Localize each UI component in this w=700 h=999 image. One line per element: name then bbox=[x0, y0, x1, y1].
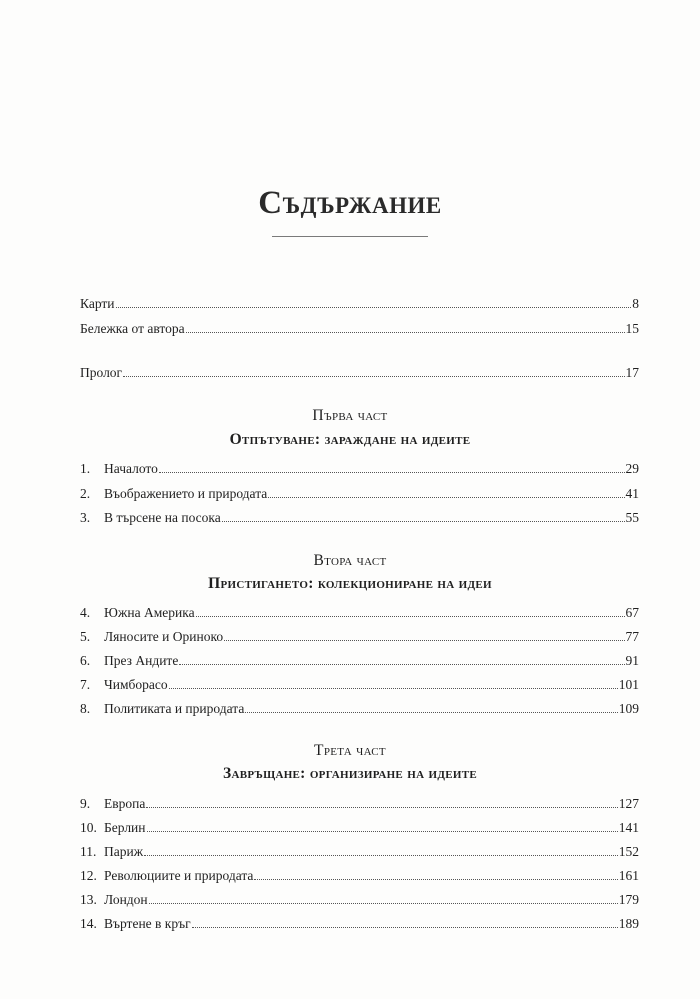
toc-entry-chapter-6[interactable] bbox=[80, 649, 639, 669]
toc-entry-label: Въображението и природата bbox=[104, 486, 268, 501]
toc-entry-chapter-5[interactable] bbox=[80, 625, 639, 645]
toc-entry-prologue[interactable] bbox=[80, 361, 639, 381]
chapter-number: 13. bbox=[80, 892, 97, 907]
toc-entry-page: 77 bbox=[625, 629, 639, 644]
toc-entry-chapter-8[interactable] bbox=[80, 697, 639, 717]
leader-dots bbox=[144, 854, 618, 856]
chapter-number: 2. bbox=[80, 486, 91, 501]
leader-dots bbox=[224, 639, 624, 641]
toc-entry-chapter-7[interactable] bbox=[80, 673, 639, 693]
toc-entry-label: Европа bbox=[104, 796, 146, 811]
toc-entry-maps[interactable] bbox=[80, 292, 639, 312]
chapter-number: 8. bbox=[80, 701, 91, 716]
toc-entry-page: 152 bbox=[618, 844, 639, 859]
toc-entry-chapter-1[interactable] bbox=[80, 457, 639, 477]
leader-dots bbox=[147, 830, 618, 832]
leader-dots bbox=[149, 902, 618, 904]
chapter-number: 5. bbox=[80, 629, 91, 644]
chapter-number: 4. bbox=[80, 605, 91, 620]
toc-entry-label: Политиката и природата bbox=[104, 701, 245, 716]
leader-dots bbox=[254, 878, 617, 880]
chapter-number: 10. bbox=[80, 820, 97, 835]
toc-entry-page: 67 bbox=[625, 605, 639, 620]
chapter-number: 6. bbox=[80, 653, 91, 668]
part-1-label: Първа част bbox=[312, 407, 388, 424]
toc-entry-page: 141 bbox=[618, 820, 639, 835]
toc-entry-label: Началото bbox=[104, 461, 158, 476]
chapter-number: 14. bbox=[80, 916, 97, 931]
toc-entry-label: Чимборасо bbox=[104, 677, 168, 692]
toc-entry-label: Революциите и природата bbox=[104, 868, 254, 883]
chapter-number: 9. bbox=[80, 796, 91, 811]
chapter-number: 7. bbox=[80, 677, 91, 692]
toc-entry-page: 109 bbox=[618, 701, 639, 716]
toc-entry-label: Берлин bbox=[104, 820, 146, 835]
leader-dots bbox=[196, 615, 625, 617]
toc-entry-chapter-14[interactable] bbox=[80, 912, 639, 932]
toc-entry-page: 55 bbox=[625, 510, 639, 525]
chapter-number: 11. bbox=[80, 844, 97, 859]
toc-entry-label: Пролог bbox=[80, 365, 123, 380]
toc-entry-label: Ляносите и Ориноко bbox=[104, 629, 224, 644]
chapter-number: 12. bbox=[80, 868, 97, 883]
toc-entry-label: Въртене в кръг bbox=[104, 916, 191, 931]
toc-entry-page: 161 bbox=[618, 868, 639, 883]
leader-dots bbox=[245, 711, 617, 713]
part-2-label: Втора част bbox=[313, 552, 387, 569]
leader-dots bbox=[192, 926, 618, 928]
toc-entry-page: 127 bbox=[618, 796, 639, 811]
leader-dots bbox=[159, 471, 625, 473]
toc-entry-page: 17 bbox=[625, 365, 639, 380]
toc-entry-chapter-9[interactable] bbox=[80, 792, 639, 812]
toc-entry-page: 8 bbox=[632, 296, 639, 311]
toc-entry-label: Карти bbox=[80, 296, 115, 311]
toc-entry-page: 101 bbox=[618, 677, 639, 692]
toc-entry-page: 29 bbox=[625, 461, 639, 476]
toc-entry-page: 179 bbox=[618, 892, 639, 907]
toc-entry-page: 189 bbox=[618, 916, 639, 931]
toc-entry-chapter-11[interactable] bbox=[80, 840, 639, 860]
toc-entry-page: 15 bbox=[625, 321, 639, 336]
leader-dots bbox=[186, 331, 625, 333]
toc-entry-chapter-12[interactable] bbox=[80, 864, 639, 884]
leader-dots bbox=[116, 306, 632, 308]
part-2-subtitle: Пристигането: колекциониране на идеи bbox=[208, 575, 492, 592]
leader-dots bbox=[146, 806, 617, 808]
part-3-label: Трета част bbox=[314, 742, 386, 759]
leader-dots bbox=[222, 520, 625, 522]
toc-entry-label: Южна Америка bbox=[104, 605, 195, 620]
part-3-subtitle: Завръщане: организиране на идеите bbox=[222, 765, 478, 782]
leader-dots bbox=[123, 375, 624, 377]
leader-dots bbox=[268, 496, 624, 498]
toc-entry-label: Бележка от автора bbox=[80, 321, 185, 336]
title-divider bbox=[272, 236, 428, 237]
toc-entry-page: 91 bbox=[625, 653, 639, 668]
leader-dots bbox=[179, 663, 624, 665]
toc-entry-page: 41 bbox=[625, 486, 639, 501]
chapter-number: 3. bbox=[80, 510, 91, 525]
toc-entry-chapter-2[interactable] bbox=[80, 482, 639, 502]
part-1-subtitle: Отпътуване: зараждане на идеите bbox=[229, 431, 471, 448]
toc-entry-label: През Андите bbox=[104, 653, 179, 668]
toc-entry-label: Париж bbox=[104, 844, 144, 859]
toc-entry-author-note[interactable] bbox=[80, 317, 639, 337]
leader-dots bbox=[169, 687, 618, 689]
toc-entry-chapter-13[interactable] bbox=[80, 888, 639, 908]
toc-entry-chapter-4[interactable] bbox=[80, 601, 639, 621]
chapter-number: 1. bbox=[80, 461, 91, 476]
toc-entry-label: Лондон bbox=[104, 892, 148, 907]
toc-entry-chapter-10[interactable] bbox=[80, 816, 639, 836]
toc-entry-chapter-3[interactable] bbox=[80, 506, 639, 526]
page-title: Съдържание bbox=[258, 185, 442, 221]
toc-entry-label: В търсене на посока bbox=[104, 510, 221, 525]
